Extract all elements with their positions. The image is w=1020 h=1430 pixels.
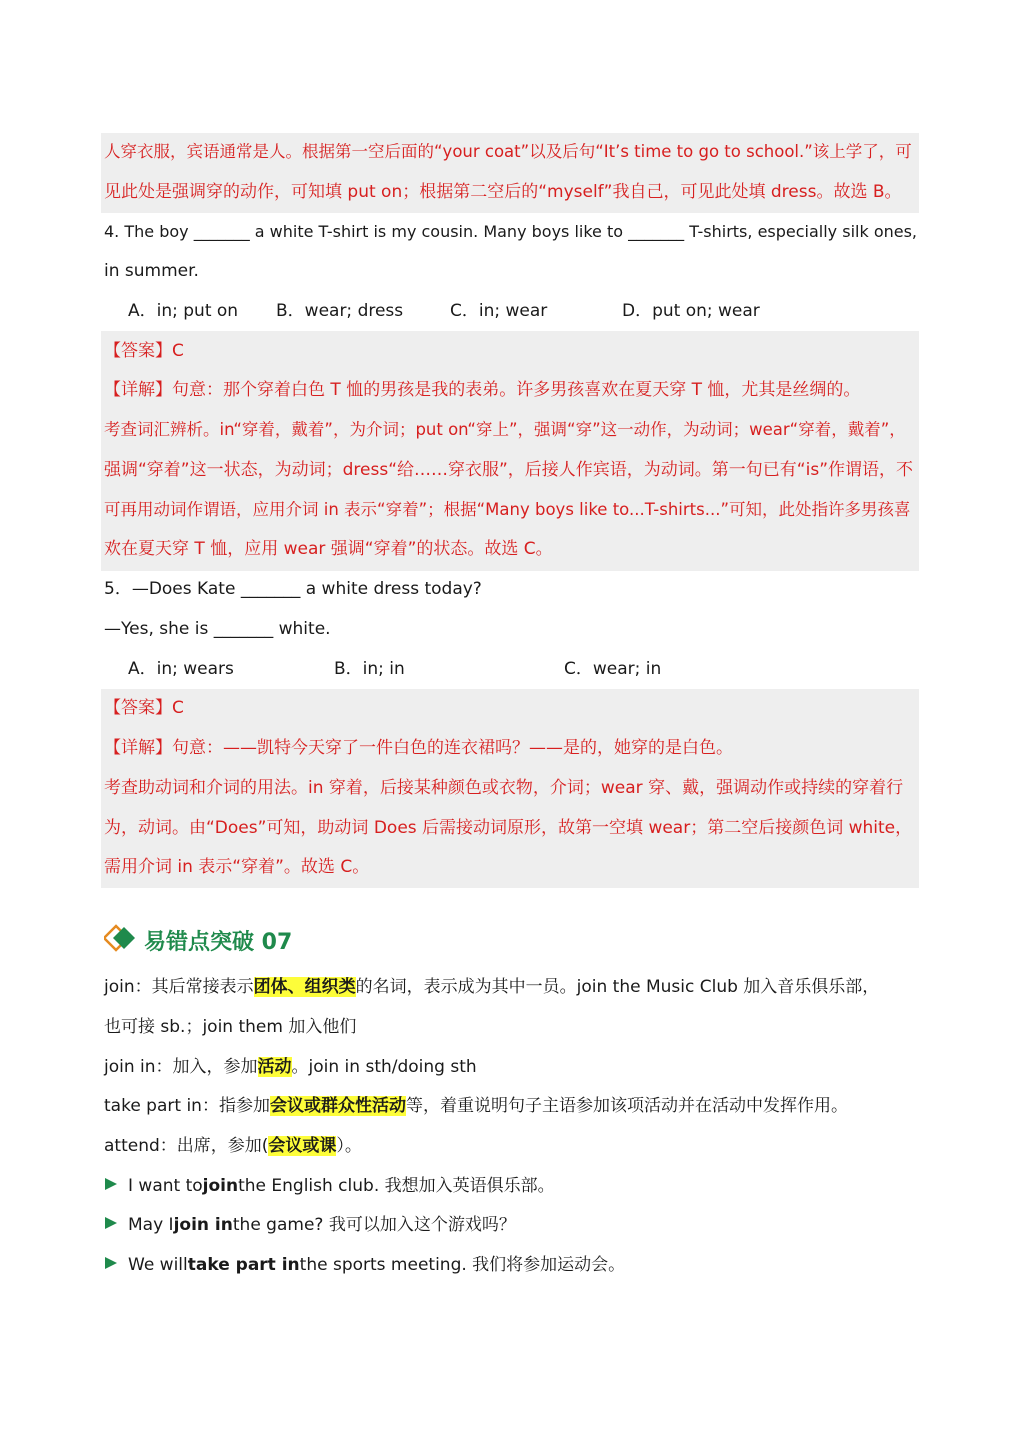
example-text-pre: I want to — [128, 1176, 203, 1196]
example-text-post: the sports meeting. 我们将参加运动会。 — [299, 1255, 626, 1275]
q4-option-b: B．wear; dress — [276, 301, 404, 321]
note-attend — [104, 1134, 362, 1158]
q5-explanation-line-3: 需用介词 in 表示“穿着”。故选 C。 — [104, 857, 370, 877]
q5-stem-line-1: 5．—Does Kate _______ a white dress today? — [104, 579, 482, 599]
q5-explanation-line-2: 为，动词。由“Does”可知，助动词 Does 后需接动词原形，故第一空填 wear；第二空后接颜色词 white， — [104, 818, 913, 838]
q5-option-b: B．in; in — [334, 659, 405, 679]
example-keyword: join in — [173, 1215, 233, 1235]
q5-explanation-line-1: 考查助动词和介词的用法。in 穿着，后接某种颜色或衣物，介词；wear 穿、戴，强调动作或持续的穿着行 — [104, 778, 904, 798]
q4-option-c: C．in; wear — [450, 301, 548, 321]
example-item — [104, 1213, 516, 1237]
note-take-part-in — [104, 1094, 848, 1118]
q4-option-a: A．in; put on — [128, 301, 239, 321]
note-join-text-a: join：其后常接表示 — [104, 977, 254, 997]
q5-answer: 【答案】C — [104, 698, 184, 718]
q4-option-d: D．put on; wear — [622, 301, 760, 321]
diamond-icon — [104, 924, 138, 957]
note-join-highlight: 团体、组织类 — [253, 977, 356, 997]
note-join-line-2: 也可接 sb.；join them 加入他们 — [104, 1017, 357, 1037]
note-take-text-a: take part in：指参加 — [104, 1096, 270, 1116]
example-keyword: join — [202, 1176, 239, 1196]
q5-detail: 【详解】句意：——凯特今天穿了一件白色的连衣裙吗？——是的，她穿的是白色。 — [104, 738, 733, 758]
q4-explanation-line-1: 考查词汇辨析。in“穿着，戴着”，为介词；put on“穿上”，强调“穿”这一动作，为动词；wear“穿着，戴着”， — [104, 420, 906, 439]
example-text-pre: May I — [128, 1215, 174, 1235]
q5-stem-line-2: —Yes, she is _______ white. — [104, 619, 331, 639]
q5-option-a: A．in; wears — [128, 659, 234, 679]
note-join-in-text-b: 。join in sth/doing sth — [291, 1057, 477, 1077]
q4-detail: 【详解】句意：那个穿着白色 T 恤的男孩是我的表弟。许多男孩喜欢在夏天穿 T 恤，尤其是丝绸的。 — [104, 380, 861, 400]
note-join-text-b: 的名词，表示成为其中一员。join the Music Club 加入音乐俱乐部， — [355, 977, 880, 997]
triangle-bullet-icon — [104, 1253, 118, 1277]
q3-explanation-line-2: 见此处是强调穿的动作，可知填 put on；根据第二空后的“myself”我自己，可见此处填 dress。故选 B。 — [104, 182, 902, 202]
note-join — [104, 975, 879, 999]
q4-explanation-line-4: 欢在夏天穿 T 恤，应用 wear 强调“穿着”的状态。故选 C。 — [104, 539, 553, 559]
section-title: 易错点突破 07 — [144, 929, 293, 955]
example-item — [104, 1253, 625, 1277]
q4-stem-line-1: 4. The boy _______ a white T-shirt is my cousin. Many boys like to _______ T-shirts, especially silk ones, — [104, 222, 918, 241]
q4-explanation-line-3: 可再用动词作谓语，应用介词 in 表示“穿着”；根据“Many boys like to...T-shirts...”可知，此处指许多男孩喜 — [104, 500, 911, 519]
q4-answer-box — [101, 331, 919, 571]
example-item — [104, 1174, 555, 1198]
triangle-bullet-icon — [104, 1213, 118, 1237]
example-text-post: the game? 我可以加入这个游戏吗？ — [232, 1215, 516, 1235]
triangle-bullet-icon — [104, 1174, 118, 1198]
q4-answer: 【答案】C — [104, 341, 184, 361]
note-join-in-text-a: join in：加入，参加 — [104, 1057, 258, 1077]
section-heading — [104, 924, 292, 956]
note-join-in — [104, 1055, 477, 1079]
note-take-text-b: 等，着重说明句子主语参加该项活动并在活动中发挥作用。 — [405, 1096, 848, 1116]
example-text-post: the English club. 我想加入英语俱乐部。 — [238, 1176, 555, 1196]
note-attend-text-a: attend：出席，参加( — [104, 1136, 269, 1156]
example-keyword: take part in — [187, 1255, 300, 1275]
example-text-pre: We will — [128, 1255, 188, 1275]
note-attend-highlight: 会议或课 — [268, 1136, 337, 1156]
q3-explanation-line-1: 人穿衣服，宾语通常是人。根据第一空后面的“your coat”以及后句“It’s time to go to school.”该上学了，可 — [104, 142, 912, 161]
note-attend-text-b: ）。 — [336, 1136, 362, 1156]
q4-explanation-line-2: 强调“穿着”这一状态，为动词；dress“给……穿衣服”，后接人作宾语，为动词。第一句已有“is”作谓语，不 — [104, 460, 914, 480]
note-join-in-highlight: 活动 — [257, 1057, 292, 1077]
note-take-highlight: 会议或群众性活动 — [269, 1096, 406, 1116]
q5-option-c: C．wear; in — [564, 659, 662, 679]
q4-stem-line-2: in summer. — [104, 261, 199, 281]
